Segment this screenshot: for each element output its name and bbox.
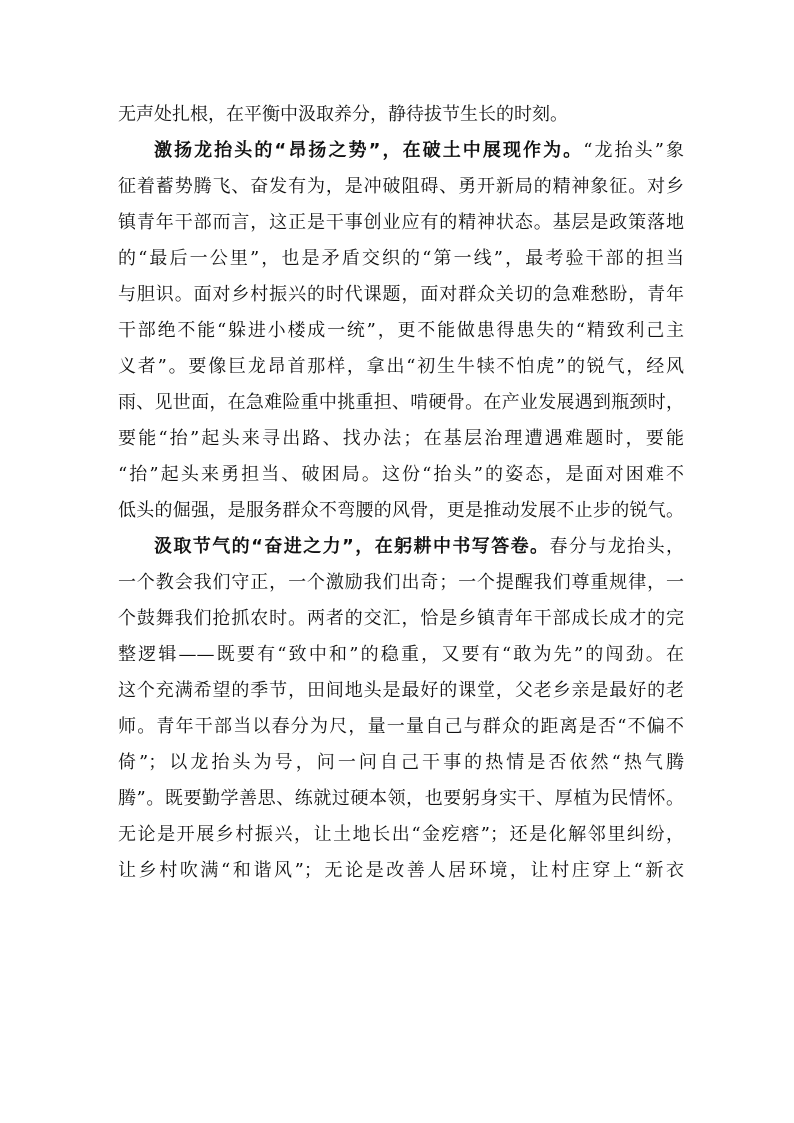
text-line [118, 601, 684, 637]
text-line [118, 241, 684, 277]
line-text: 倚”；以龙抬头为号，问一问自己干事的热情是否依然“热气腾 [118, 752, 684, 773]
text-line [118, 493, 684, 529]
line-text: 这个充满希望的季节，田间地头是最好的课堂，父老乡亲是最好的老 [118, 680, 684, 701]
line-text: 雨、见世面，在急难险重中挑重担、啃硬骨。在产业发展遇到瓶颈时， [118, 392, 684, 413]
line-text: 整逻辑——既要有“致中和”的稳重，又要有“敢为先”的闯劲。在 [118, 644, 684, 665]
line-text: 春分与龙抬头， [549, 536, 685, 557]
line-text: 个鼓舞我们抢抓农时。两者的交汇，恰是乡镇青年干部成长成才的完 [118, 608, 684, 629]
document-body [118, 97, 684, 889]
text-line [118, 709, 684, 745]
line-text: 让乡村吹满“和谐风”；无论是改善人居环境，让村庄穿上“新衣 [118, 860, 684, 881]
text-line [118, 169, 684, 205]
line-text: 征着蓄势腾飞、奋发有为，是冲破阻碍、勇开新局的精神象征。对乡 [118, 176, 684, 197]
text-line [118, 385, 684, 421]
text-line [118, 853, 684, 889]
text-line [118, 277, 684, 313]
text-line [118, 349, 684, 385]
text-line [118, 565, 684, 601]
line-text: “抬”起头来勇担当、破困局。这份“抬头”的姿态，是面对困难不 [118, 464, 684, 485]
text-line [118, 133, 684, 169]
text-line [118, 637, 684, 673]
line-text: 与胆识。面对乡村振兴的时代课题，面对群众关切的急难愁盼，青年 [118, 284, 684, 305]
line-text: 无论是开展乡村振兴，让土地长出“金疙瘩”；还是化解邻里纠纷， [118, 824, 684, 845]
line-text: 无声处扎根，在平衡中汲取养分，静待拔节生长的时刻。 [118, 104, 568, 125]
line-text: 低头的倔强，是服务群众不弯腰的风骨，更是推动发展不止步的锐气。 [118, 500, 684, 521]
line-text: 干部绝不能“躲进小楼成一统”，更不能做患得患失的“精致利己主 [118, 320, 684, 341]
line-text: 一个教会我们守正，一个激励我们出奇；一个提醒我们尊重规律，一 [118, 572, 684, 593]
line-text: 要能“抬”起头来寻出路、找办法；在基层治理遭遇难题时，要能 [118, 428, 684, 449]
line-text: “龙抬头”象 [583, 140, 684, 161]
text-line [118, 205, 684, 241]
text-line [118, 673, 684, 709]
text-line [118, 817, 684, 853]
section-heading: 激扬龙抬头的“昂扬之势”，在破土中展现作为。 [154, 140, 584, 161]
line-text: 义者”。要像巨龙昂首那样，拿出“初生牛犊不怕虎”的锐气，经风 [118, 356, 684, 377]
text-line [118, 529, 684, 565]
line-text: 镇青年干部而言，这正是干事创业应有的精神状态。基层是政策落地 [118, 212, 684, 233]
line-text: 腾”。既要勤学善思、练就过硬本领，也要躬身实干、厚植为民情怀。 [118, 788, 684, 809]
text-line [118, 781, 684, 817]
section-heading: 汲取节气的“奋进之力”，在躬耕中书写答卷。 [154, 536, 550, 557]
line-text: 师。青年干部当以春分为尺，量一量自己与群众的距离是否“不偏不 [118, 716, 684, 737]
text-line [118, 457, 684, 493]
text-line [118, 313, 684, 349]
text-line [118, 97, 684, 133]
line-text: 的“最后一公里”，也是矛盾交织的“第一线”，最考验干部的担当 [118, 248, 684, 269]
text-line [118, 745, 684, 781]
text-line [118, 421, 684, 457]
